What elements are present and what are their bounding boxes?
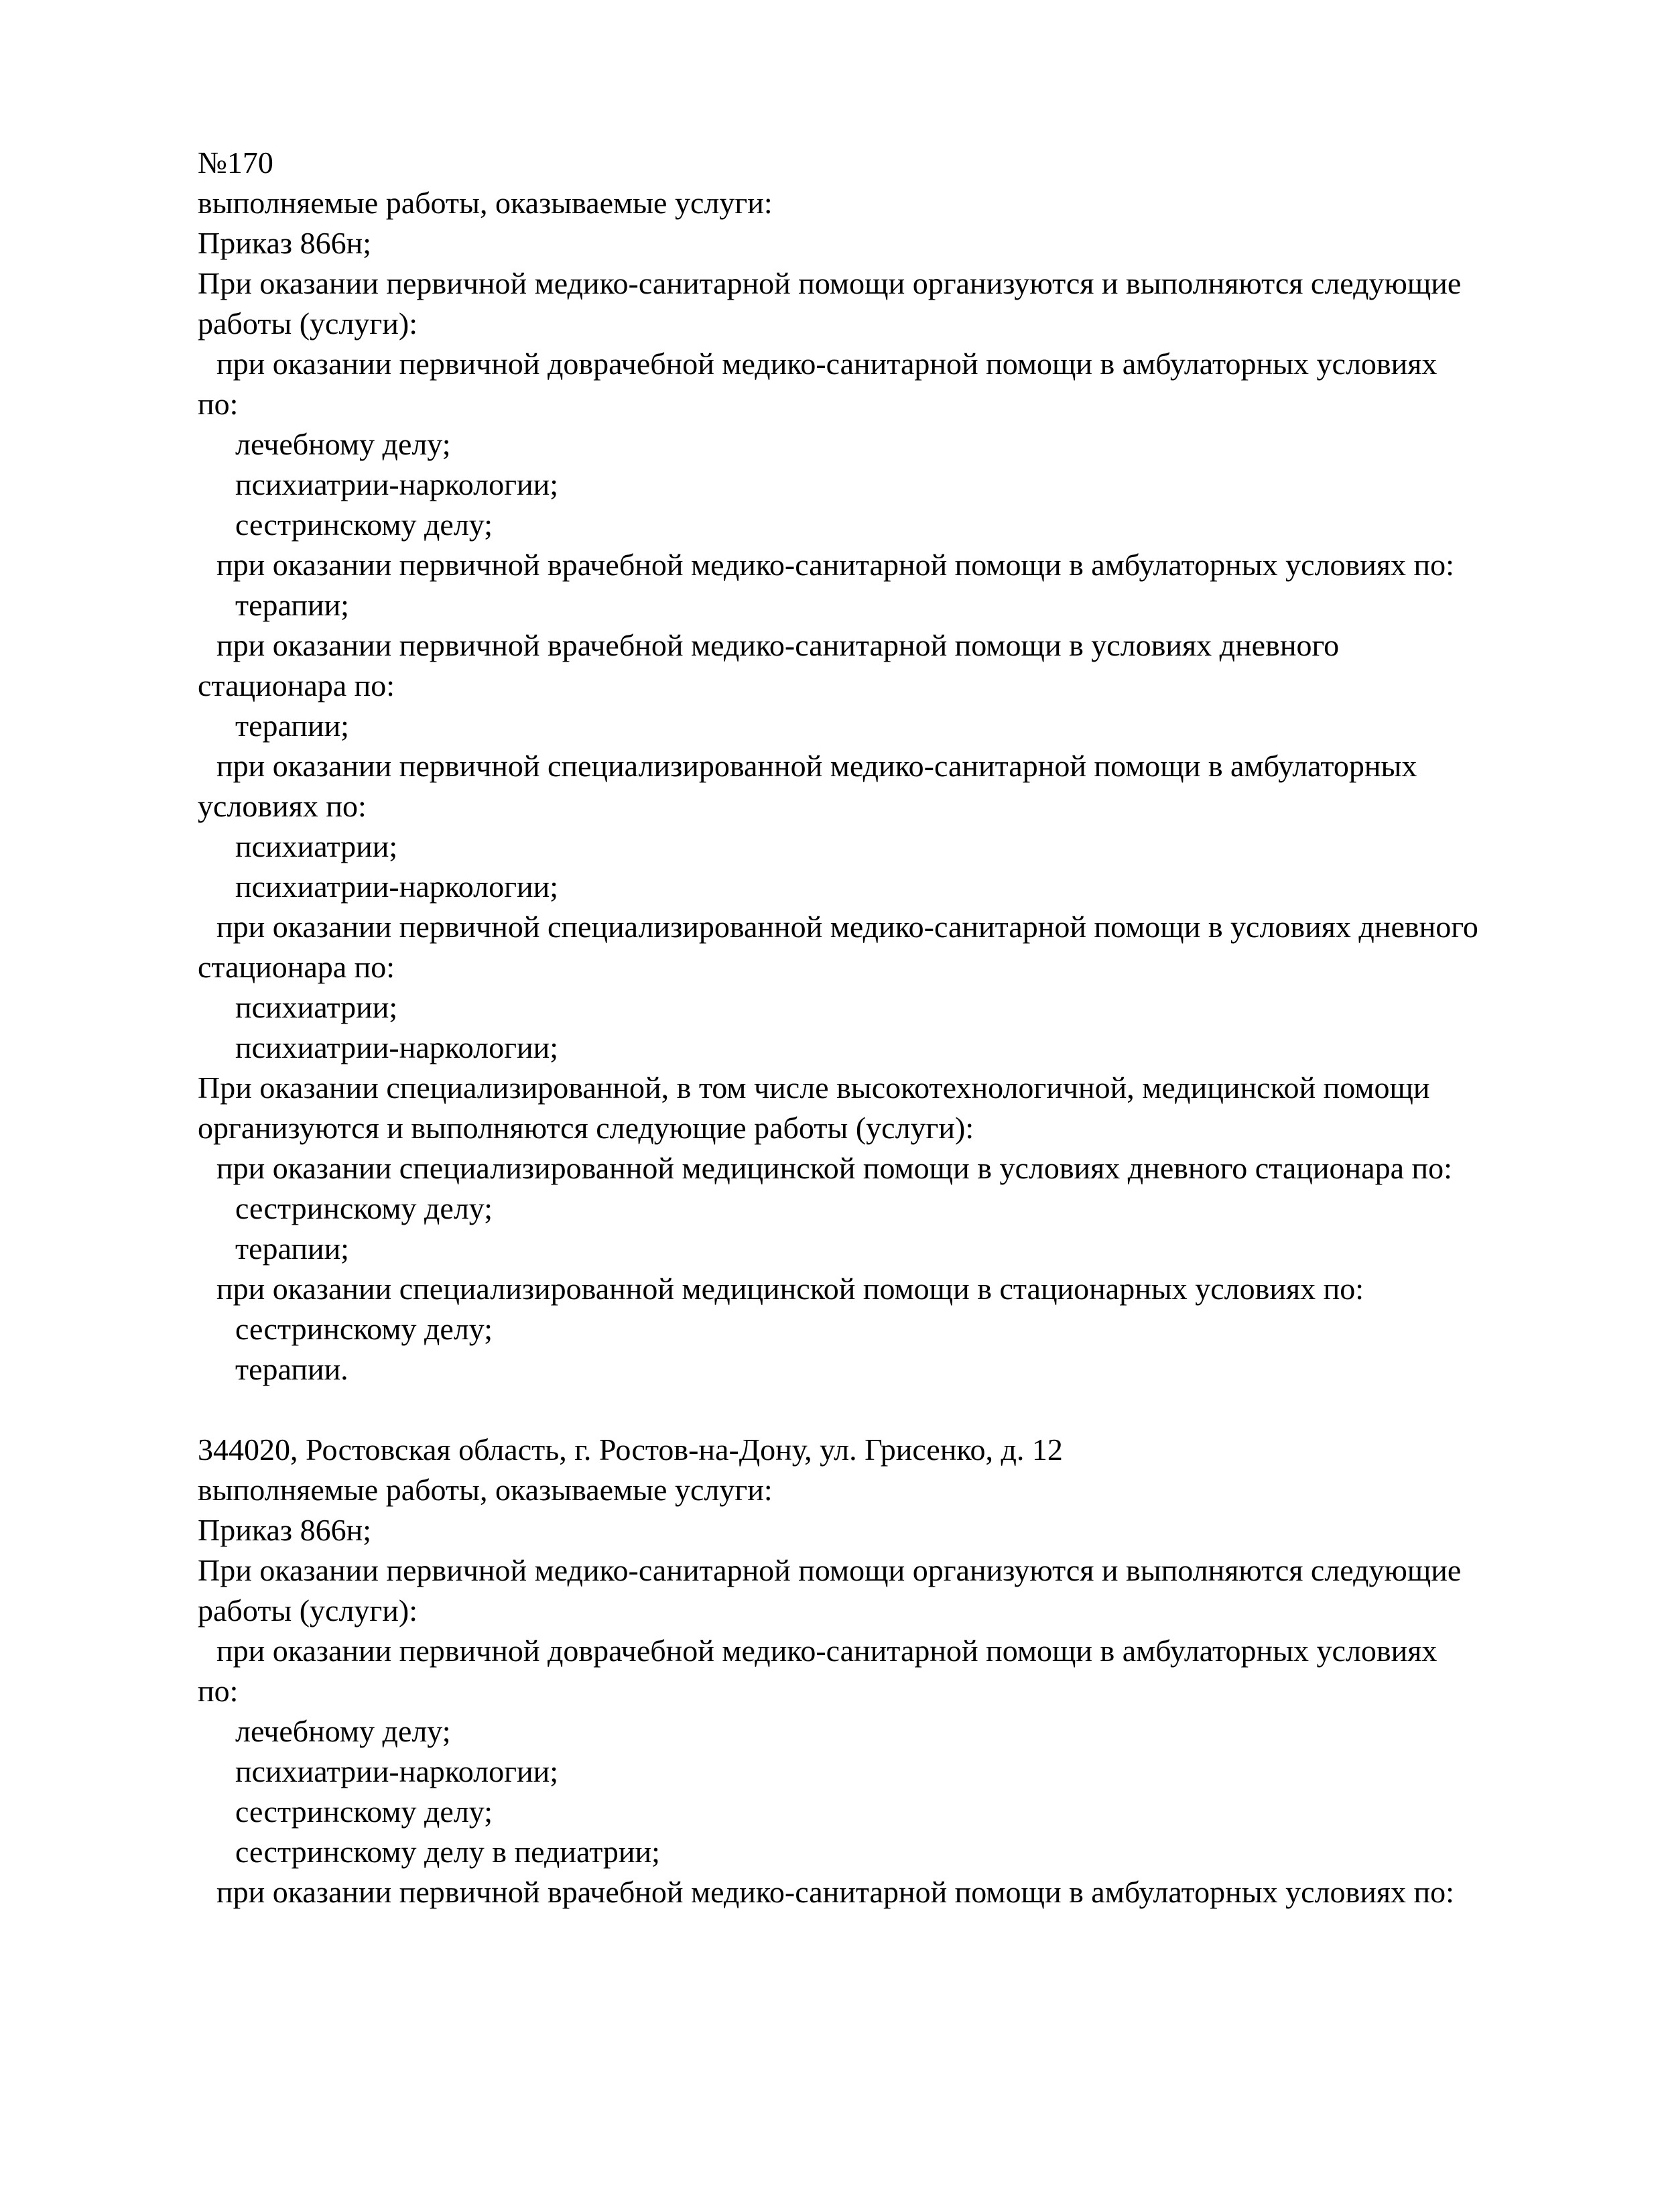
document-line: сестринскому делу; — [235, 507, 493, 542]
document-line: При оказании первичной медико-санитарной помощи организуются и выполняются следующие — [198, 1553, 1462, 1587]
document-line: по: — [198, 1674, 239, 1708]
document-line — [198, 1390, 1538, 1430]
document-line: терапии. — [235, 1352, 348, 1386]
document-line: при оказании специализированной медицинской помощи в условиях дневного стационара по: — [216, 1151, 1452, 1185]
document-line: при оказании первичной врачебной медико-санитарной помощи в условиях дневного — [216, 628, 1340, 662]
document-line: условиях по: — [198, 789, 367, 823]
document-line: работы (услуги): — [198, 1593, 418, 1627]
document-line: при оказании первичной специализированной медико-санитарной помощи в амбулаторных — [216, 749, 1417, 783]
document-line: при оказании первичной специализированной медико-санитарной помощи в условиях дневного — [216, 910, 1478, 944]
document-line: при оказании специализированной медицинской помощи в стационарных условиях по: — [216, 1272, 1364, 1306]
document-line: №170 — [198, 145, 273, 180]
document-line: Приказ 866н; — [198, 226, 371, 260]
document-line: психиатрии-наркологии; — [235, 1754, 558, 1788]
document-line: сестринскому делу в педиатрии; — [235, 1835, 660, 1869]
document-line: сестринскому делу; — [235, 1794, 493, 1829]
document-line: Приказ 866н; — [198, 1513, 371, 1547]
document-line: стационара по: — [198, 668, 395, 702]
document-line: при оказании первичной доврачебной медико-санитарной помощи в амбулаторных условиях — [216, 1634, 1437, 1668]
document-line: При оказании первичной медико-санитарной помощи организуются и выполняются следующие — [198, 266, 1462, 300]
document-line: при оказании первичной врачебной медико-санитарной помощи в амбулаторных условиях по: — [216, 1875, 1454, 1909]
document-line: терапии; — [235, 588, 349, 622]
document-line: 344020, Ростовская область, г. Ростов-на-Дону, ул. Грисенко, д. 12 — [198, 1432, 1063, 1467]
document-line: по: — [198, 387, 239, 421]
document-line: стационара по: — [198, 950, 395, 984]
document-line: При оказании специализированной, в том числе высокотехнологичной, медицинской помощи — [198, 1070, 1430, 1105]
document-line: сестринскому делу; — [235, 1312, 493, 1346]
document-line: психиатрии; — [235, 829, 398, 863]
document-line: организуются и выполняются следующие работы (услуги): — [198, 1111, 974, 1145]
document-line: выполняемые работы, оказываемые услуги: — [198, 186, 773, 220]
document-line: при оказании первичной врачебной медико-санитарной помощи в амбулаторных условиях по: — [216, 548, 1454, 582]
document-line: работы (услуги): — [198, 306, 418, 341]
document-line: выполняемые работы, оказываемые услуги: — [198, 1473, 773, 1507]
document-line: лечебному делу; — [235, 427, 451, 461]
document-line: психиатрии; — [235, 990, 398, 1024]
document-line: психиатрии-наркологии; — [235, 869, 558, 904]
document-body — [198, 143, 1538, 1912]
document-line: при оказании первичной доврачебной медико-санитарной помощи в амбулаторных условиях — [216, 347, 1437, 381]
document-line: психиатрии-наркологии; — [235, 467, 558, 501]
document-line: сестринскому делу; — [235, 1191, 493, 1225]
document-line: терапии; — [235, 709, 349, 743]
document-line: психиатрии-наркологии; — [235, 1030, 558, 1064]
document-line: лечебному делу; — [235, 1714, 451, 1748]
document-line: терапии; — [235, 1231, 349, 1266]
